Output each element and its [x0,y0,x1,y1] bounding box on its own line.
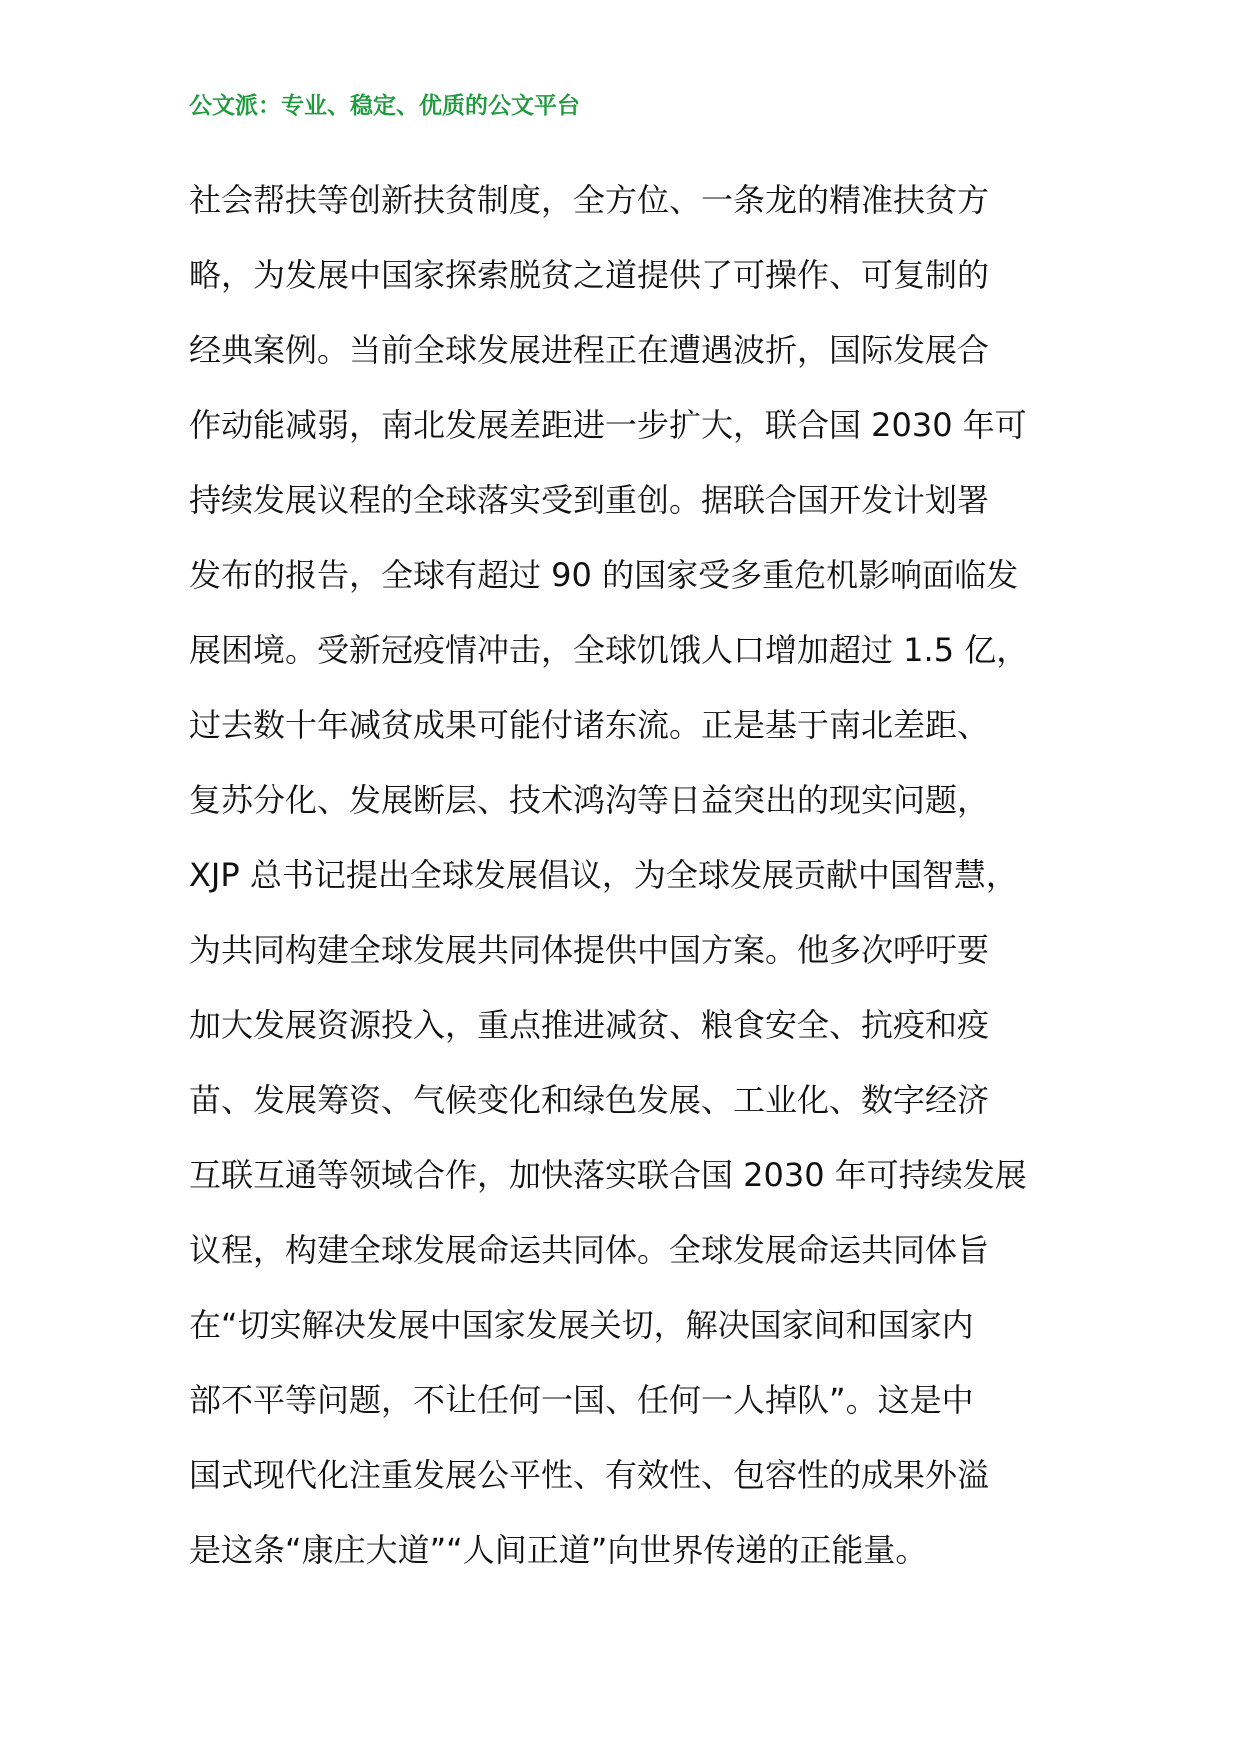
body-paragraph [189,163,1089,1588]
paragraph-line: 发布的报告，全球有超过 90 的国家受多重危机影响面临发 [189,556,1019,594]
paragraph-line: 是这条“康庄大道”“人间正道”向世界传递的正能量。 [189,1531,928,1569]
paragraph-line: 社会帮扶等创新扶贫制度，全方位、一条龙的精准扶贫方 [189,181,990,219]
paragraph-line: 互联互通等领域合作，加快落实联合国 2030 年可持续发展 [189,1156,1027,1194]
paragraph-line: 作动能减弱，南北发展差距进一步扩大，联合国 2030 年可 [189,406,1027,444]
paragraph-line: 过去数十年减贫成果可能付诸东流。正是基于南北差距、 [189,706,990,744]
paragraph-line: 加大发展资源投入，重点推进减贫、粮食安全、抗疫和疫 [189,1006,990,1044]
paragraph-line: 苗、发展筹资、气候变化和绿色发展、工业化、数字经济 [189,1081,990,1119]
paragraph-line: 经典案例。当前全球发展进程正在遭遇波折，国际发展合 [189,331,990,369]
paragraph-line: 略，为发展中国家探索脱贫之道提供了可操作、可复制的 [189,256,990,294]
paragraph-line: 部不平等问题，不让任何一国、任何一人掉队”。这是中 [189,1381,974,1419]
paragraph-line: 为共同构建全球发展共同体提供中国方案。他多次呼吁要 [189,931,990,969]
paragraph-line: XJP 总书记提出全球发展倡议，为全球发展贡献中国智慧， [189,856,1018,894]
paragraph-line: 在“切实解决发展中国家发展关切，解决国家间和国家内 [189,1306,974,1344]
paragraph-line: 展困境。受新冠疫情冲击，全球饥饿人口增加超过 1.5 亿， [189,631,1029,669]
paragraph-line: 复苏分化、发展断层、技术鸿沟等日益突出的现实问题， [189,781,990,819]
paragraph-line: 议程，构建全球发展命运共同体。全球发展命运共同体旨 [189,1231,990,1269]
paragraph-line: 国式现代化注重发展公平性、有效性、包容性的成果外溢 [189,1456,990,1494]
paragraph-line: 持续发展议程的全球落实受到重创。据联合国开发计划署 [189,481,990,519]
page-header-title: 公文派：专业、稳定、优质的公文平台 [189,92,580,119]
